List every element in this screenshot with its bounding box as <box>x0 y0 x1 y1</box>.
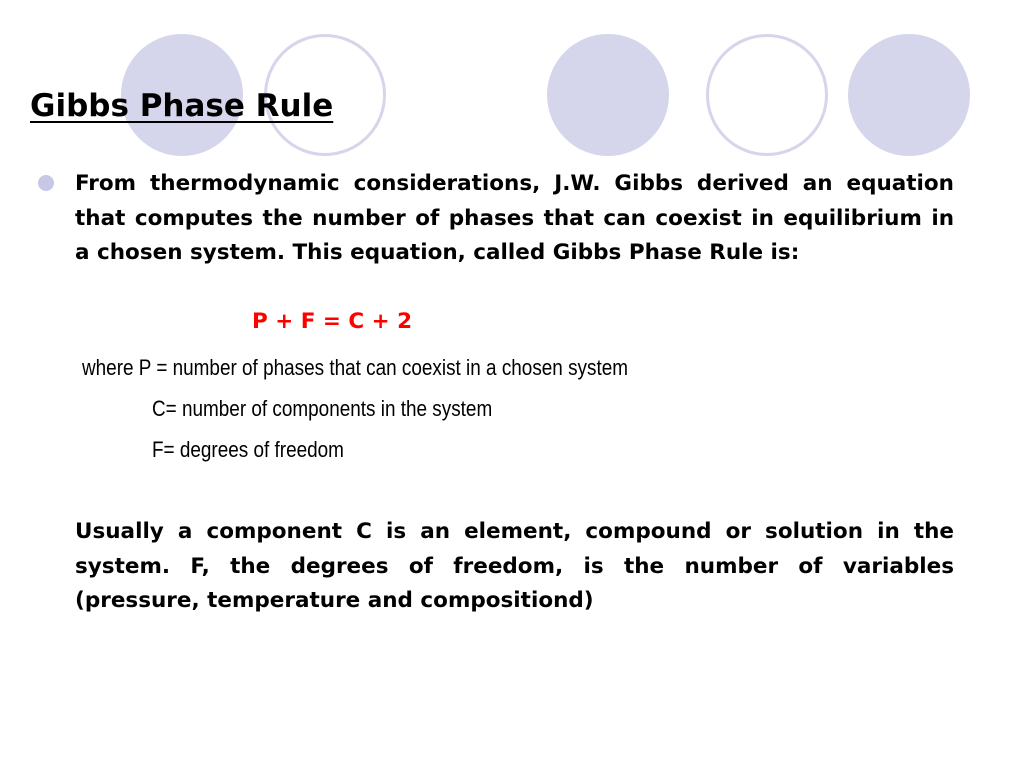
decor-circle-filled <box>547 34 669 156</box>
component-paragraph: Usually a component C is an element, compound or solution in the system. F, the degrees of freedom, is the number of variables (pressure, temperature and compositiond) <box>75 519 954 613</box>
decor-circle-ring <box>706 34 828 156</box>
definition-c: C= number of components in the system <box>152 396 493 421</box>
decor-circle-filled <box>848 34 970 156</box>
slide-title: Gibbs Phase Rule <box>30 88 334 124</box>
phase-rule-equation: P + F = C + 2 <box>252 309 413 334</box>
definition-f: F= degrees of freedom <box>152 437 344 462</box>
bullet-paragraph: From thermodynamic considerations, J.W. Gibbs derived an equation that computes the number of phases that can coexist in equilibrium in a chosen system. This equation, called Gibbs Phase Rule is: <box>75 171 954 265</box>
definition-p: where P = number of phases that can coexist in a chosen system <box>82 355 629 380</box>
bullet-dot-icon <box>38 175 54 191</box>
